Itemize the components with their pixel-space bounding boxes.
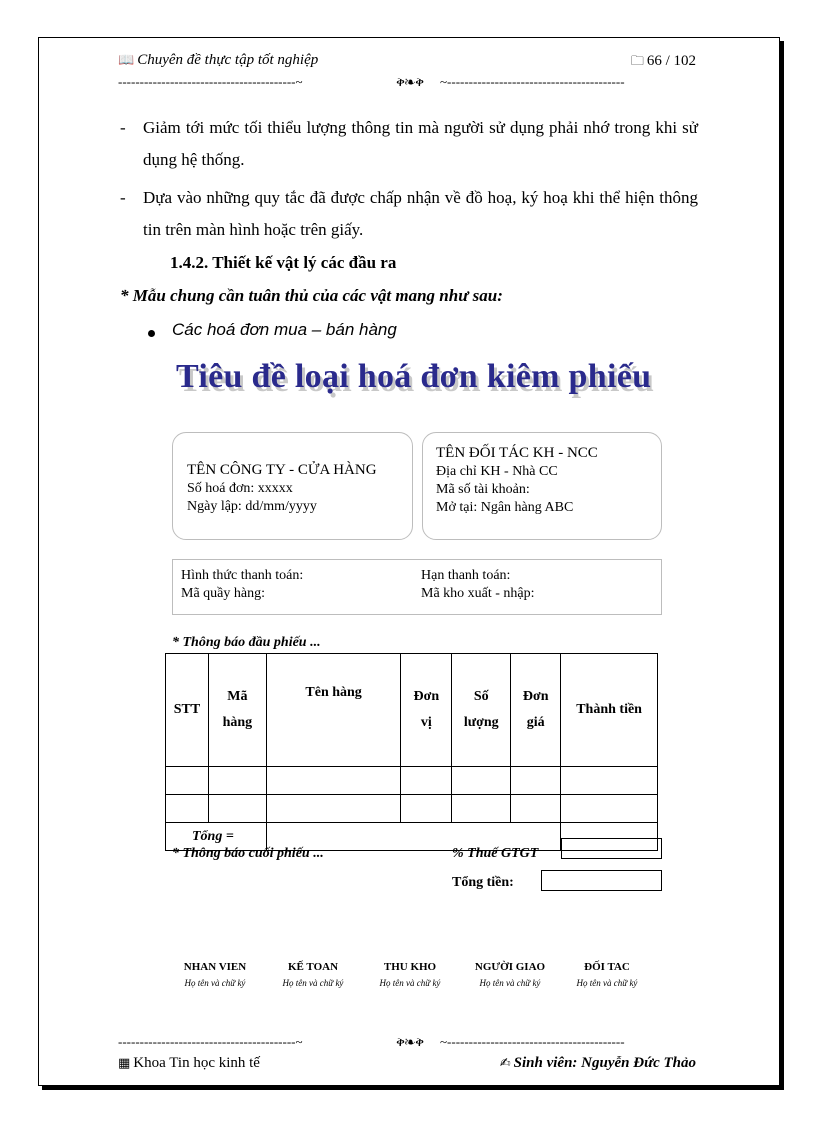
bullet-text: Giảm tới mức tối thiểu lượng thông tin mà người sử dụng phải nhớ trong khi sử dụng hệ thống. <box>143 118 698 169</box>
footer-separator <box>118 1034 686 1050</box>
table-cell <box>166 795 209 823</box>
footer-department: Khoa Tin học kinh tế <box>133 1055 260 1071</box>
signature-block <box>465 961 555 988</box>
building-icon: ▦ <box>118 1056 131 1071</box>
signature-title: NGƯỜI GIAO <box>474 961 546 973</box>
total-label: Tổng tiền: <box>452 875 514 890</box>
col-thanh-tien: Thành tiền <box>561 654 658 767</box>
section-heading: 1.4.2. Thiết kế vật lý các đầu ra <box>170 253 397 272</box>
header-title: Chuyên đề thực tập tốt nghiệp <box>137 52 319 68</box>
bullet-marker: - <box>120 188 126 207</box>
tax-label: % Thuế GTGT <box>452 846 539 861</box>
folder-icon: 🗀 <box>630 54 644 69</box>
header-separator <box>118 74 686 90</box>
page-footer <box>118 1055 696 1075</box>
footer-left-group <box>118 1055 260 1072</box>
invoice-date: Ngày lập: dd/mm/yyyy <box>187 499 317 514</box>
table-row <box>166 795 658 823</box>
bullet-marker: - <box>120 118 126 137</box>
table-cell <box>266 767 401 795</box>
table-cell <box>561 767 658 795</box>
signature-block <box>562 961 652 988</box>
table-header-row <box>166 654 658 767</box>
table-cell <box>266 795 401 823</box>
payment-method: Hình thức thanh toán: <box>181 568 304 583</box>
table-cell <box>452 767 511 795</box>
company-name: TÊN CÔNG TY - CỬA HÀNG <box>187 462 377 478</box>
bullet-text: Dựa vào những quy tắc đã được chấp nhận về đồ hoạ, ký hoạ khi thể hiện thông tin trên màn hình hoặc trên giấy. <box>143 188 698 239</box>
bullet-dot-icon <box>148 330 155 337</box>
frame-shadow-bottom <box>42 1086 784 1090</box>
partner-box <box>422 432 662 540</box>
signature-block <box>170 961 260 988</box>
signature-block <box>365 961 455 988</box>
footer-note: * Thông báo cuối phiếu ... <box>172 846 324 861</box>
items-table <box>165 653 658 851</box>
partner-name: TÊN ĐỐI TÁC KH - NCC <box>436 445 598 461</box>
separator-dashes-left: -----------------------------------------~ <box>118 74 303 89</box>
payment-box <box>172 559 662 615</box>
signature-title: KẾ TOAN <box>287 961 339 973</box>
frame-shadow-right <box>780 41 784 1090</box>
table-cell <box>208 767 266 795</box>
page-number: 66 / 102 <box>646 53 696 69</box>
payment-deadline: Hạn thanh toán: <box>421 568 511 583</box>
header-title-group <box>118 52 318 69</box>
partner-account: Mã số tài khoản: <box>436 482 530 497</box>
signature-sub: Họ tên và chữ ký <box>379 978 441 988</box>
col-stt: STT <box>166 654 209 767</box>
invoice-number: Số hoá đơn: xxxxx <box>187 481 293 496</box>
signature-sub: Họ tên và chữ ký <box>479 978 541 988</box>
partner-bank: Mở tại: Ngân hàng ABC <box>436 500 574 515</box>
table-cell <box>208 795 266 823</box>
footer-student: Sinh viên: Nguyễn Đức Thảo <box>513 1055 696 1071</box>
signature-title: NHAN VIEN <box>183 961 247 973</box>
warehouse-code: Mã kho xuất - nhập: <box>421 586 535 601</box>
book-icon: 📖 <box>118 53 135 68</box>
col-don-vi: Đơn vị <box>401 654 452 767</box>
total-row-label: Tổng = <box>166 823 267 851</box>
separator-ornament: ቅ❧ቅ <box>396 1034 424 1049</box>
table-cell <box>511 795 561 823</box>
col-so-luong: Số lượng <box>452 654 511 767</box>
separator-dashes-right: ~----------------------------------------- <box>440 74 625 89</box>
counter-code: Mã quầy hàng: <box>181 586 265 601</box>
table-row <box>166 767 658 795</box>
invoice-title: Tiêu đề loại hoá đơn kiêm phiếu <box>176 358 652 395</box>
table-cell <box>401 767 452 795</box>
signature-sub: Họ tên và chữ ký <box>282 978 344 988</box>
separator-ornament: ቅ❧ቅ <box>396 74 424 89</box>
pen-icon: ✍ <box>499 1056 511 1071</box>
signature-title: ĐỐI TAC <box>584 961 630 973</box>
signature-block <box>268 961 358 988</box>
separator-dashes-left: -----------------------------------------~ <box>118 1034 303 1049</box>
total-box <box>541 870 662 891</box>
table-cell <box>452 795 511 823</box>
tax-box <box>561 838 662 859</box>
partner-address: Địa chỉ KH - Nhà CC <box>436 464 558 479</box>
separator-dashes-right: ~----------------------------------------- <box>440 1034 625 1049</box>
signature-sub: Họ tên và chữ ký <box>576 978 638 988</box>
col-ten-hang: Tên hàng <box>266 654 401 767</box>
section-note: * Mẫu chung cần tuân thủ của các vật mang như sau: <box>120 286 503 305</box>
footer-right-group <box>500 1055 696 1072</box>
company-box <box>172 432 413 540</box>
table-cell <box>401 795 452 823</box>
table-cell <box>511 767 561 795</box>
table-cell <box>561 795 658 823</box>
col-ma-hang: Mã hàng <box>208 654 266 767</box>
header-page-group <box>631 52 696 74</box>
signature-sub: Họ tên và chữ ký <box>184 978 246 988</box>
table-cell <box>166 767 209 795</box>
col-don-gia: Đơn giá <box>511 654 561 767</box>
signature-title: THU KHO <box>383 961 437 973</box>
list-item: Các hoá đơn mua – bán hàng <box>172 320 397 339</box>
page-header <box>118 52 696 72</box>
table-note: * Thông báo đầu phiếu ... <box>172 635 321 650</box>
